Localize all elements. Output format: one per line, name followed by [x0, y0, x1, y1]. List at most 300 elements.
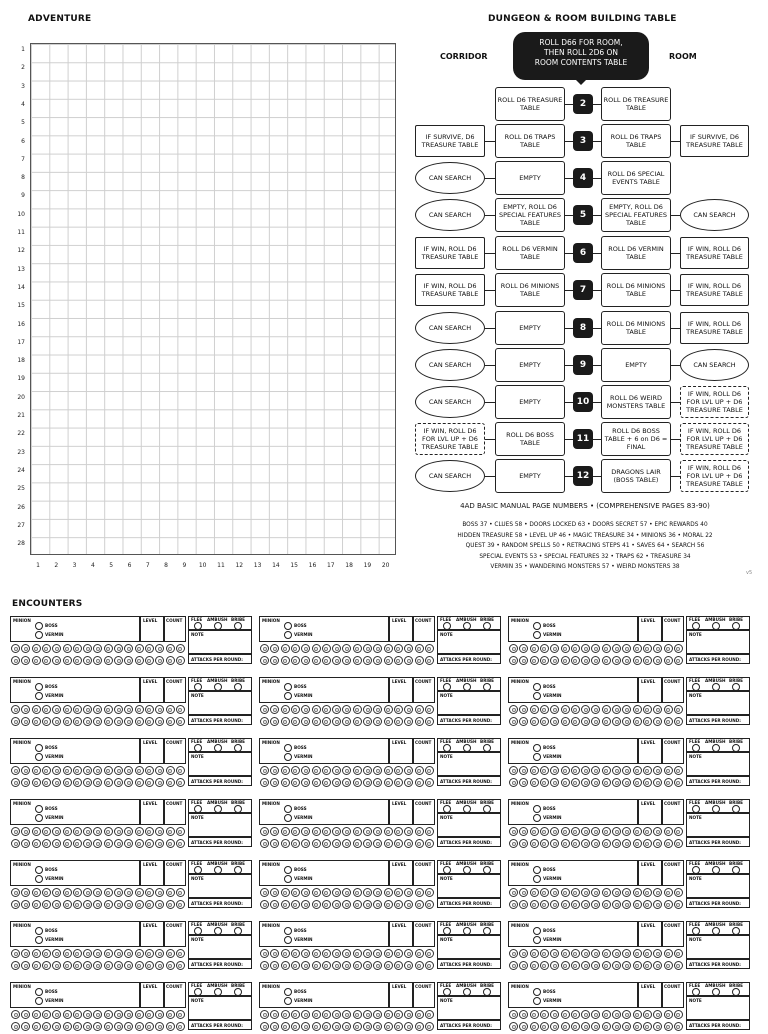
hit-point-circle[interactable]	[270, 1010, 279, 1019]
hit-point-circle[interactable]	[622, 827, 631, 836]
hit-point-circle[interactable]	[363, 949, 372, 958]
boss-radio[interactable]	[284, 805, 292, 813]
hit-point-circle[interactable]	[11, 717, 20, 726]
hit-point-circle[interactable]	[260, 888, 269, 897]
hit-point-circle[interactable]	[291, 900, 300, 909]
hit-point-circle[interactable]	[145, 778, 154, 787]
hit-point-circle[interactable]	[281, 778, 290, 787]
hit-point-circle[interactable]	[581, 766, 590, 775]
hit-point-circle[interactable]	[591, 827, 600, 836]
hit-point-circle[interactable]	[550, 705, 559, 714]
hit-point-circle[interactable]	[384, 705, 393, 714]
hit-point-circle[interactable]	[135, 900, 144, 909]
hit-point-circle[interactable]	[425, 949, 434, 958]
hit-point-circle[interactable]	[519, 961, 528, 970]
hit-point-circle[interactable]	[622, 888, 631, 897]
hit-point-circle[interactable]	[622, 656, 631, 665]
hit-point-circle[interactable]	[602, 949, 611, 958]
hit-point-circle[interactable]	[63, 839, 72, 848]
hit-point-circle[interactable]	[135, 827, 144, 836]
hit-point-circle[interactable]	[322, 717, 331, 726]
vermin-option[interactable]	[284, 692, 313, 700]
hit-point-circle[interactable]	[21, 778, 30, 787]
hit-point-circle[interactable]	[519, 1010, 528, 1019]
hit-point-circle[interactable]	[664, 778, 673, 787]
hit-point-circle[interactable]	[135, 1010, 144, 1019]
hit-point-circle[interactable]	[21, 766, 30, 775]
hit-point-circle[interactable]	[11, 644, 20, 653]
hit-point-circle[interactable]	[561, 644, 570, 653]
hit-point-circle[interactable]	[404, 656, 413, 665]
hit-point-circle[interactable]	[373, 1022, 382, 1031]
boss-option[interactable]	[284, 622, 307, 630]
hit-point-circle[interactable]	[425, 778, 434, 787]
hit-point-circle[interactable]	[622, 949, 631, 958]
hit-point-circle[interactable]	[653, 705, 662, 714]
hit-point-circle[interactable]	[11, 839, 20, 848]
bribe-checkbox[interactable]	[234, 744, 242, 752]
hit-point-circle[interactable]	[21, 705, 30, 714]
hit-point-circle[interactable]	[591, 949, 600, 958]
hit-point-circle[interactable]	[353, 656, 362, 665]
hit-point-circle[interactable]	[63, 705, 72, 714]
hit-point-circle[interactable]	[21, 1022, 30, 1031]
hit-point-circle[interactable]	[561, 717, 570, 726]
hit-point-circle[interactable]	[353, 1010, 362, 1019]
hit-point-circle[interactable]	[540, 827, 549, 836]
hit-point-circle[interactable]	[643, 961, 652, 970]
hit-point-circle[interactable]	[509, 1010, 518, 1019]
hit-point-circle[interactable]	[674, 778, 683, 787]
hit-point-circle[interactable]	[312, 766, 321, 775]
hit-point-circle[interactable]	[602, 1010, 611, 1019]
hit-point-circle[interactable]	[114, 656, 123, 665]
hit-point-circle[interactable]	[135, 778, 144, 787]
hit-point-circle[interactable]	[270, 766, 279, 775]
hit-point-circle[interactable]	[104, 961, 113, 970]
hit-point-circle[interactable]	[83, 961, 92, 970]
hit-point-circle[interactable]	[664, 1010, 673, 1019]
hit-point-circle[interactable]	[509, 644, 518, 653]
hit-point-circle[interactable]	[509, 839, 518, 848]
hit-point-circle[interactable]	[612, 717, 621, 726]
ambush-checkbox[interactable]	[463, 805, 471, 813]
hit-point-circle[interactable]	[540, 778, 549, 787]
hit-point-circle[interactable]	[674, 900, 683, 909]
hit-point-circle[interactable]	[135, 949, 144, 958]
hit-point-circle[interactable]	[415, 717, 424, 726]
vermin-option[interactable]	[284, 631, 313, 639]
bribe-checkbox[interactable]	[732, 744, 740, 752]
hit-point-circle[interactable]	[550, 778, 559, 787]
flee-checkbox[interactable]	[692, 988, 700, 996]
hit-point-circle[interactable]	[561, 705, 570, 714]
hit-point-circle[interactable]	[291, 717, 300, 726]
hit-point-circle[interactable]	[176, 644, 185, 653]
hit-point-circle[interactable]	[260, 644, 269, 653]
hit-point-circle[interactable]	[93, 766, 102, 775]
vermin-radio[interactable]	[35, 997, 43, 1005]
hit-point-circle[interactable]	[155, 717, 164, 726]
hit-point-circle[interactable]	[301, 827, 310, 836]
hit-point-circle[interactable]	[281, 888, 290, 897]
hit-point-circle[interactable]	[73, 656, 82, 665]
vermin-option[interactable]	[284, 814, 313, 822]
hit-point-circle[interactable]	[591, 717, 600, 726]
hit-point-circle[interactable]	[353, 827, 362, 836]
hit-point-circle[interactable]	[363, 827, 372, 836]
hit-point-circle[interactable]	[52, 839, 61, 848]
ambush-checkbox[interactable]	[463, 866, 471, 874]
hit-point-circle[interactable]	[561, 778, 570, 787]
hit-point-circle[interactable]	[540, 644, 549, 653]
hit-point-circle[interactable]	[612, 1010, 621, 1019]
hit-point-circle[interactable]	[612, 949, 621, 958]
hit-point-circle[interactable]	[32, 766, 41, 775]
hit-point-circle[interactable]	[21, 900, 30, 909]
hit-point-circle[interactable]	[509, 717, 518, 726]
hit-point-circle[interactable]	[643, 644, 652, 653]
hit-point-circle[interactable]	[73, 1022, 82, 1031]
hit-point-circle[interactable]	[73, 888, 82, 897]
hit-point-circle[interactable]	[643, 827, 652, 836]
hit-point-circle[interactable]	[571, 644, 580, 653]
hit-point-circle[interactable]	[322, 949, 331, 958]
hit-point-circle[interactable]	[342, 888, 351, 897]
ambush-checkbox[interactable]	[463, 683, 471, 691]
hit-point-circle[interactable]	[114, 766, 123, 775]
hit-point-circle[interactable]	[176, 839, 185, 848]
hit-point-circle[interactable]	[11, 961, 20, 970]
hit-point-circle[interactable]	[373, 766, 382, 775]
hit-point-circle[interactable]	[509, 827, 518, 836]
hit-point-circle[interactable]	[260, 1010, 269, 1019]
bribe-checkbox[interactable]	[732, 805, 740, 813]
hit-point-circle[interactable]	[519, 644, 528, 653]
boss-radio[interactable]	[284, 622, 292, 630]
hit-point-circle[interactable]	[312, 949, 321, 958]
hit-point-circle[interactable]	[404, 839, 413, 848]
hit-point-circle[interactable]	[612, 961, 621, 970]
hit-point-circle[interactable]	[332, 827, 341, 836]
hit-point-circle[interactable]	[63, 778, 72, 787]
hit-point-circle[interactable]	[653, 766, 662, 775]
hit-point-circle[interactable]	[124, 705, 133, 714]
vermin-option[interactable]	[533, 814, 562, 822]
hit-point-circle[interactable]	[633, 1022, 642, 1031]
hit-point-circle[interactable]	[301, 778, 310, 787]
hit-point-circle[interactable]	[281, 827, 290, 836]
hit-point-circle[interactable]	[83, 949, 92, 958]
hit-point-circle[interactable]	[561, 961, 570, 970]
boss-radio[interactable]	[284, 683, 292, 691]
hit-point-circle[interactable]	[550, 949, 559, 958]
hit-point-circle[interactable]	[653, 949, 662, 958]
hit-point-circle[interactable]	[394, 900, 403, 909]
hit-point-circle[interactable]	[561, 766, 570, 775]
hit-point-circle[interactable]	[342, 717, 351, 726]
hit-point-circle[interactable]	[104, 900, 113, 909]
vermin-radio[interactable]	[533, 814, 541, 822]
hit-point-circle[interactable]	[571, 888, 580, 897]
hit-point-circle[interactable]	[550, 656, 559, 665]
bribe-checkbox[interactable]	[234, 927, 242, 935]
hit-point-circle[interactable]	[384, 644, 393, 653]
hit-point-circle[interactable]	[404, 766, 413, 775]
vermin-radio[interactable]	[533, 692, 541, 700]
hit-point-circle[interactable]	[384, 1010, 393, 1019]
hit-point-circle[interactable]	[155, 827, 164, 836]
hit-point-circle[interactable]	[571, 839, 580, 848]
boss-radio[interactable]	[284, 744, 292, 752]
hit-point-circle[interactable]	[124, 888, 133, 897]
hit-point-circle[interactable]	[332, 839, 341, 848]
hit-point-circle[interactable]	[52, 900, 61, 909]
boss-radio[interactable]	[533, 988, 541, 996]
hit-point-circle[interactable]	[530, 778, 539, 787]
hit-point-circle[interactable]	[322, 656, 331, 665]
hit-point-circle[interactable]	[104, 656, 113, 665]
flee-checkbox[interactable]	[194, 805, 202, 813]
hit-point-circle[interactable]	[664, 644, 673, 653]
hit-point-circle[interactable]	[363, 1022, 372, 1031]
vermin-radio[interactable]	[533, 936, 541, 944]
hit-point-circle[interactable]	[270, 717, 279, 726]
hit-point-circle[interactable]	[633, 717, 642, 726]
hit-point-circle[interactable]	[260, 827, 269, 836]
hit-point-circle[interactable]	[281, 949, 290, 958]
hit-point-circle[interactable]	[384, 839, 393, 848]
boss-option[interactable]	[35, 927, 58, 935]
hit-point-circle[interactable]	[21, 717, 30, 726]
bribe-checkbox[interactable]	[483, 927, 491, 935]
hit-point-circle[interactable]	[394, 656, 403, 665]
hit-point-circle[interactable]	[571, 961, 580, 970]
hit-point-circle[interactable]	[622, 717, 631, 726]
hit-point-circle[interactable]	[664, 766, 673, 775]
hit-point-circle[interactable]	[104, 1010, 113, 1019]
hit-point-circle[interactable]	[643, 949, 652, 958]
hit-point-circle[interactable]	[73, 949, 82, 958]
hit-point-circle[interactable]	[519, 705, 528, 714]
hit-point-circle[interactable]	[550, 961, 559, 970]
hit-point-circle[interactable]	[83, 839, 92, 848]
hit-point-circle[interactable]	[11, 1010, 20, 1019]
hit-point-circle[interactable]	[114, 900, 123, 909]
hit-point-circle[interactable]	[674, 961, 683, 970]
hit-point-circle[interactable]	[415, 1022, 424, 1031]
hit-point-circle[interactable]	[519, 766, 528, 775]
hit-point-circle[interactable]	[83, 644, 92, 653]
hit-point-circle[interactable]	[581, 888, 590, 897]
hit-point-circle[interactable]	[550, 888, 559, 897]
hit-point-circle[interactable]	[155, 778, 164, 787]
hit-point-circle[interactable]	[322, 1022, 331, 1031]
hit-point-circle[interactable]	[363, 656, 372, 665]
hit-point-circle[interactable]	[540, 705, 549, 714]
boss-option[interactable]	[284, 744, 307, 752]
hit-point-circle[interactable]	[384, 949, 393, 958]
hit-point-circle[interactable]	[394, 644, 403, 653]
hit-point-circle[interactable]	[322, 839, 331, 848]
hit-point-circle[interactable]	[42, 900, 51, 909]
hit-point-circle[interactable]	[114, 961, 123, 970]
hit-point-circle[interactable]	[622, 766, 631, 775]
hit-point-circle[interactable]	[83, 656, 92, 665]
hit-point-circle[interactable]	[155, 888, 164, 897]
hit-point-circle[interactable]	[301, 644, 310, 653]
hit-point-circle[interactable]	[415, 766, 424, 775]
hit-point-circle[interactable]	[353, 949, 362, 958]
hit-point-circle[interactable]	[42, 644, 51, 653]
vermin-radio[interactable]	[35, 814, 43, 822]
hit-point-circle[interactable]	[291, 644, 300, 653]
hit-point-circle[interactable]	[104, 766, 113, 775]
hit-point-circle[interactable]	[664, 961, 673, 970]
hit-point-circle[interactable]	[674, 839, 683, 848]
hit-point-circle[interactable]	[291, 705, 300, 714]
hit-point-circle[interactable]	[509, 888, 518, 897]
hit-point-circle[interactable]	[281, 1010, 290, 1019]
hit-point-circle[interactable]	[612, 900, 621, 909]
hit-point-circle[interactable]	[674, 705, 683, 714]
flee-checkbox[interactable]	[194, 683, 202, 691]
hit-point-circle[interactable]	[612, 1022, 621, 1031]
boss-option[interactable]	[35, 805, 58, 813]
hit-point-circle[interactable]	[124, 778, 133, 787]
hit-point-circle[interactable]	[674, 949, 683, 958]
hit-point-circle[interactable]	[571, 656, 580, 665]
hit-point-circle[interactable]	[332, 644, 341, 653]
hit-point-circle[interactable]	[176, 705, 185, 714]
hit-point-circle[interactable]	[124, 656, 133, 665]
vermin-radio[interactable]	[284, 631, 292, 639]
hit-point-circle[interactable]	[260, 705, 269, 714]
boss-option[interactable]	[35, 683, 58, 691]
hit-point-circle[interactable]	[124, 827, 133, 836]
hit-point-circle[interactable]	[322, 900, 331, 909]
hit-point-circle[interactable]	[415, 705, 424, 714]
hit-point-circle[interactable]	[394, 1022, 403, 1031]
vermin-radio[interactable]	[284, 875, 292, 883]
boss-radio[interactable]	[35, 805, 43, 813]
hit-point-circle[interactable]	[281, 961, 290, 970]
hit-point-circle[interactable]	[653, 888, 662, 897]
hit-point-circle[interactable]	[176, 717, 185, 726]
hit-point-circle[interactable]	[114, 1022, 123, 1031]
hit-point-circle[interactable]	[353, 900, 362, 909]
hit-point-circle[interactable]	[540, 839, 549, 848]
hit-point-circle[interactable]	[11, 827, 20, 836]
hit-point-circle[interactable]	[260, 778, 269, 787]
hit-point-circle[interactable]	[83, 705, 92, 714]
hit-point-circle[interactable]	[135, 644, 144, 653]
hit-point-circle[interactable]	[394, 839, 403, 848]
hit-point-circle[interactable]	[622, 1010, 631, 1019]
flee-checkbox[interactable]	[194, 744, 202, 752]
hit-point-circle[interactable]	[291, 961, 300, 970]
hit-point-circle[interactable]	[581, 644, 590, 653]
hit-point-circle[interactable]	[301, 888, 310, 897]
ambush-checkbox[interactable]	[214, 622, 222, 630]
hit-point-circle[interactable]	[155, 949, 164, 958]
boss-option[interactable]	[533, 988, 556, 996]
hit-point-circle[interactable]	[384, 961, 393, 970]
hit-point-circle[interactable]	[291, 766, 300, 775]
hit-point-circle[interactable]	[633, 656, 642, 665]
flee-checkbox[interactable]	[194, 622, 202, 630]
hit-point-circle[interactable]	[342, 778, 351, 787]
hit-point-circle[interactable]	[281, 900, 290, 909]
hit-point-circle[interactable]	[155, 1022, 164, 1031]
bribe-checkbox[interactable]	[234, 866, 242, 874]
hit-point-circle[interactable]	[312, 778, 321, 787]
hit-point-circle[interactable]	[581, 839, 590, 848]
hit-point-circle[interactable]	[373, 900, 382, 909]
hit-point-circle[interactable]	[270, 644, 279, 653]
vermin-radio[interactable]	[533, 997, 541, 1005]
hit-point-circle[interactable]	[260, 949, 269, 958]
hit-point-circle[interactable]	[114, 705, 123, 714]
hit-point-circle[interactable]	[124, 644, 133, 653]
hit-point-circle[interactable]	[332, 656, 341, 665]
hit-point-circle[interactable]	[674, 1022, 683, 1031]
hit-point-circle[interactable]	[312, 705, 321, 714]
hit-point-circle[interactable]	[622, 1022, 631, 1031]
boss-radio[interactable]	[284, 927, 292, 935]
hit-point-circle[interactable]	[353, 644, 362, 653]
hit-point-circle[interactable]	[602, 961, 611, 970]
hit-point-circle[interactable]	[633, 949, 642, 958]
hit-point-circle[interactable]	[166, 778, 175, 787]
hit-point-circle[interactable]	[581, 900, 590, 909]
hit-point-circle[interactable]	[653, 839, 662, 848]
hit-point-circle[interactable]	[664, 839, 673, 848]
hit-point-circle[interactable]	[633, 961, 642, 970]
hit-point-circle[interactable]	[63, 717, 72, 726]
vermin-option[interactable]	[35, 692, 64, 700]
bribe-checkbox[interactable]	[732, 683, 740, 691]
flee-checkbox[interactable]	[443, 805, 451, 813]
hit-point-circle[interactable]	[135, 839, 144, 848]
hit-point-circle[interactable]	[519, 1022, 528, 1031]
hit-point-circle[interactable]	[166, 827, 175, 836]
hit-point-circle[interactable]	[301, 949, 310, 958]
hit-point-circle[interactable]	[633, 644, 642, 653]
hit-point-circle[interactable]	[530, 705, 539, 714]
hit-point-circle[interactable]	[363, 766, 372, 775]
vermin-radio[interactable]	[533, 875, 541, 883]
hit-point-circle[interactable]	[591, 778, 600, 787]
hit-point-circle[interactable]	[291, 949, 300, 958]
hit-point-circle[interactable]	[114, 888, 123, 897]
hit-point-circle[interactable]	[550, 644, 559, 653]
hit-point-circle[interactable]	[73, 778, 82, 787]
hit-point-circle[interactable]	[176, 827, 185, 836]
bribe-checkbox[interactable]	[483, 866, 491, 874]
hit-point-circle[interactable]	[622, 705, 631, 714]
hit-point-circle[interactable]	[643, 1022, 652, 1031]
hit-point-circle[interactable]	[124, 839, 133, 848]
hit-point-circle[interactable]	[260, 766, 269, 775]
hit-point-circle[interactable]	[322, 827, 331, 836]
ambush-checkbox[interactable]	[463, 744, 471, 752]
hit-point-circle[interactable]	[373, 949, 382, 958]
hit-point-circle[interactable]	[591, 1022, 600, 1031]
hit-point-circle[interactable]	[643, 888, 652, 897]
boss-radio[interactable]	[533, 683, 541, 691]
hit-point-circle[interactable]	[11, 900, 20, 909]
